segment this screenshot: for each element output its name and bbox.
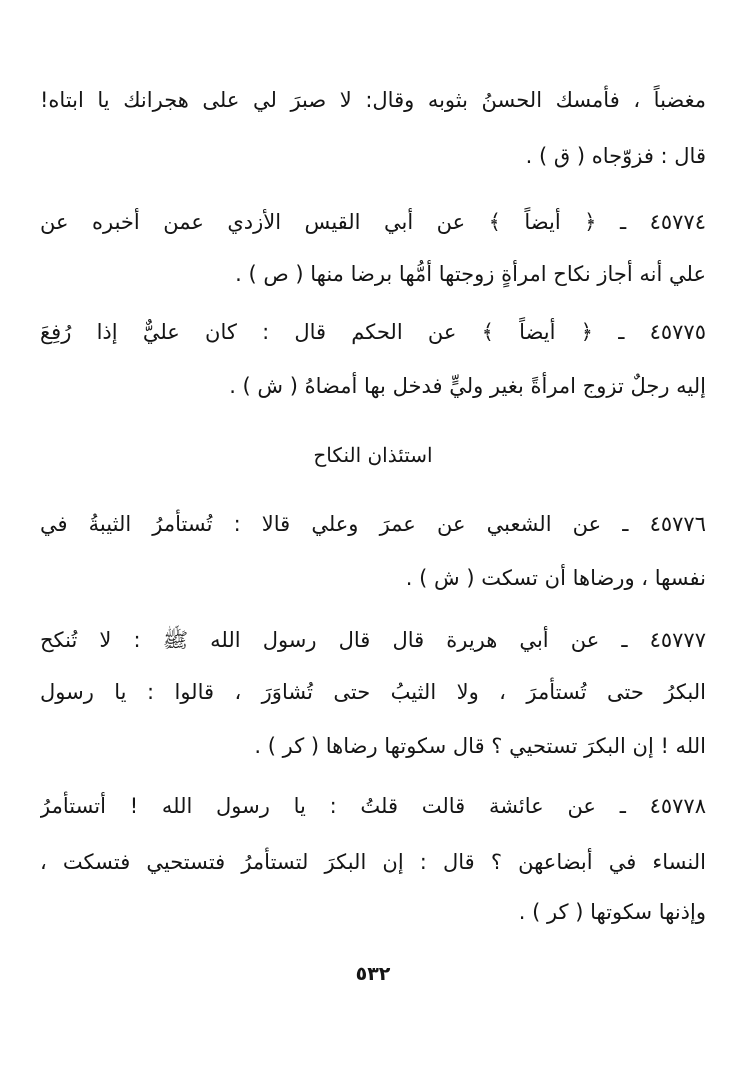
hadith-45778-line-2: النساء في أبضاعهن ؟ قال : إن البكرَ لتستأمرُ فتستحيي فتسكت ، <box>40 850 706 874</box>
hadith-45774-line-1: ٤٥٧٧٤ ـ ﴿ أيضاً ﴾ عن أبي القيس الأزدي عمن أخبره عن <box>40 210 706 234</box>
text-line: مغضباً ، فأمسك الحسنُ بثوبه وقال: لا صبرَ لي على هجرانك يا ابتاه! <box>40 88 706 112</box>
hadith-45776-line-2: نفسها ، ورضاها أن تسكت ( ش ) . <box>405 566 706 590</box>
text-line: قال : فزوّجاه ( ق ) . <box>525 144 706 168</box>
hadith-45776-line-1: ٤٥٧٧٦ ـ عن الشعبي عن عمرَ وعلي قالا : تُستأمرُ الثيبةُ في <box>40 512 706 536</box>
hadith-45777-line-2: البكرُ حتى تُستأمرَ ، ولا الثيبُ حتى تُشاوَرَ ، قالوا : يا رسول <box>40 680 706 704</box>
hadith-45778-line-1: ٤٥٧٧٨ ـ عن عائشة قالت قلتُ : يا رسول الله ! أتستأمرُ <box>40 794 706 818</box>
page-number: ٥٣٢ <box>355 963 391 985</box>
hadith-45777-line-3: الله ! إن البكرَ تستحيي ؟ قال سكوتها رضاها ( كر ) . <box>254 734 706 758</box>
hadith-45777-line-1: ٤٥٧٧٧ ـ عن أبي هريرة قال قال رسول الله ﷺ : لا تُنكح <box>40 628 706 652</box>
hadith-45775-line-2: إليه رجلٌ تزوج امرأةً بغير وليٍّ فدخل بها أمضاهُ ( ش ) . <box>229 374 706 398</box>
hadith-45778-line-3: وإذنها سكوتها ( كر ) . <box>518 900 706 924</box>
section-heading: استئذان النكاح <box>313 443 433 467</box>
hadith-45775-line-1: ٤٥٧٧٥ ـ ﴿ أيضاً ﴾ عن الحكم قال : كان عليٌّ إذا رُفِعَ <box>40 320 706 344</box>
hadith-45774-line-2: علي أنه أجاز نكاح امرأةٍ زوجتها أمُّها برضا منها ( ص ) . <box>235 262 706 286</box>
